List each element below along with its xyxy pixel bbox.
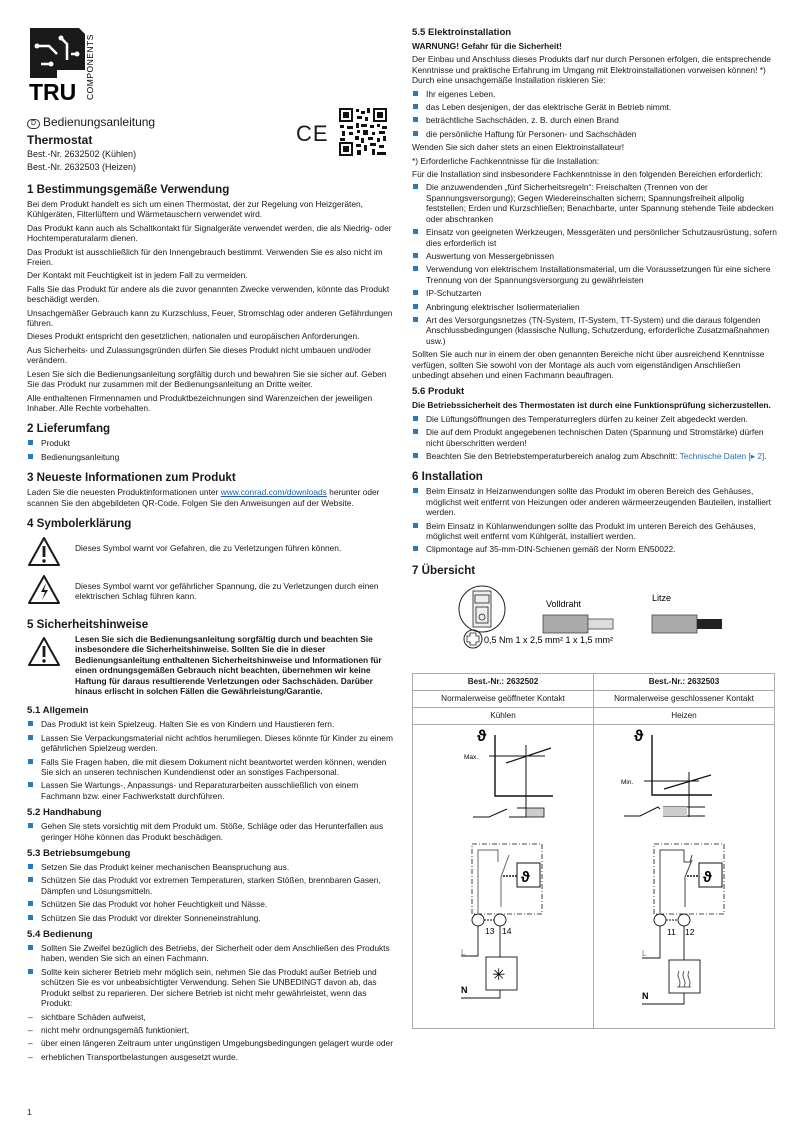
section-5-1-heading: 5.1 Allgemein xyxy=(27,705,89,717)
doc-type-label: Bedienungsanleitung xyxy=(43,115,156,129)
paragraph: Das Produkt kann auch als Schaltkontakt für Signalgeräte verwendet werden, die als Niedrig- oder Hochtemperaturalarm dienen. xyxy=(27,222,392,244)
risk-list xyxy=(412,89,778,140)
list-item: Verwendung von elektrischem Installationsmaterial, um die Voraussetzungen für eine sichere Trennung von der Spannungsversorgung zu gewährleisten xyxy=(412,264,778,285)
list-item: Die anzuwendenden „fünf Sicherheitsregeln“: Freischalten (Trennen von der Spannungsversorgung); Gegen Wiedereinschalten sichern; Spannungsfreiheit allpolig feststellen; Erden und Kurzschließen; Benachbarte, unter Spannung stehende Teile abdecken oder abschranken xyxy=(412,182,778,224)
paragraph: Der Einbau und Anschluss dieses Produkts darf nur durch Personen erfolgen, die entsprechende Kenntnisse und praktische Erfahrung im Umgang mit Elektroinstallationen vorweisen können! *) xyxy=(412,54,771,75)
paragraph: *) Erforderliche Fachkenntnisse für die Installation: xyxy=(412,155,600,166)
downloads-link[interactable]: www.conrad.com/downloads xyxy=(220,487,327,498)
list-item: Art des Versorgungsnetzes (TN-System, IT-System, TT-System) und die daraus folgenden Anschlussbedingungen (klassische Nullung, Schutzerdung, erforderliche Zusatzmaßnahmen usw.) xyxy=(412,315,778,346)
sensor-symbol: ϑ xyxy=(521,868,530,886)
neutral-label: N xyxy=(642,990,649,1001)
warning-symbol-text: Dieses Symbol warnt vor Gefahren, die zu Verletzungen führen können. xyxy=(75,542,342,553)
operation-list xyxy=(27,943,395,1062)
terminal-screw-icon xyxy=(459,586,505,632)
list-item: Lassen Sie Wartungs-, Anpassungs- und Reparaturarbeiten ausschließlich von einem Fachmann bzw. einer Fachwerkstatt durchführen. xyxy=(27,780,395,801)
safety-intro xyxy=(27,634,395,699)
high-voltage-icon xyxy=(27,574,61,606)
list-item: Falls Sie Fragen haben, die mit diesem Dokument nicht beantwortet werden können, wenden Sie sich an unseren technischen Kundendienst oder an sonstiges Fachpersonal. xyxy=(27,757,395,778)
skills-list xyxy=(412,182,778,346)
order-number-cooling: Best.-Nr. 2632502 (Kühlen) xyxy=(27,149,137,159)
dash-item: – sichtbare Schäden aufweist, xyxy=(27,1012,395,1022)
paragraph xyxy=(27,487,395,508)
stranded-wire-icon xyxy=(652,615,722,633)
text: Laden Sie die neuesten Produktinformationen unter xyxy=(27,487,221,498)
paragraph: Aus Sicherheits- und Zulassungsgründen dürfen Sie dieses Produkt nicht umbauen und/oder verändern. xyxy=(27,344,372,366)
left-column xyxy=(27,26,395,1065)
dash-item: – über einen längeren Zeitraum unter ungünstigen Umgebungsbedingungen gelagert wurde oder xyxy=(27,1038,395,1048)
handling-list xyxy=(27,821,395,842)
list-item: Das Produkt ist kein Spielzeug. Halten Sie es von Kindern und Haustieren fern. xyxy=(27,719,395,729)
symbol-row xyxy=(27,536,395,568)
list-item: Auswertung von Messergebnissen xyxy=(412,251,778,261)
terminal-label: 11 xyxy=(667,926,676,937)
section-1-heading: 1 Bestimmungsgemäße Verwendung xyxy=(27,183,230,196)
min-label: Min. xyxy=(621,778,634,786)
paragraph: Das Produkt ist ausschließlich für den Innengebrauch bestimmt. Verwenden Sie es also nicht im Freien. xyxy=(27,246,383,268)
list-item: Anbringung elektrischer Isoliermaterialien xyxy=(412,302,778,312)
temperature-symbol: ϑ xyxy=(477,727,487,745)
list-item: Clipmontage auf 35-mm-DIN-Schienen gemäß der Norm EN50022. xyxy=(412,544,778,554)
cooling-diagram-cell xyxy=(413,724,594,1028)
voltage-symbol-text: Dieses Symbol warnt vor gefährlicher Spannung, die zu Verletzungen durch einen elektrischen Schlag führen kann. xyxy=(75,580,379,602)
list-item: Bedienungsanleitung xyxy=(27,452,395,462)
paragraph: Durch eine unsachgemäße Installation riskieren Sie: xyxy=(412,75,606,86)
list-item: Beim Einsatz in Heizanwendungen sollte das Produkt im oberen Bereich des Gehäuses, möglichst weit entfernt von Heizungen oder anderen wärmeerzeugenden Bauteilen, installiert werden. xyxy=(412,486,778,517)
paragraph: Der Kontakt mit Feuchtigkeit ist in jedem Fall zu vermeiden. xyxy=(27,270,248,281)
dash-item: – nicht mehr ordnungsgemäß funktioniert, xyxy=(27,1025,395,1035)
section-5-6-heading: 5.6 Produkt xyxy=(412,386,465,398)
product-list xyxy=(412,414,778,462)
qr-code-icon xyxy=(339,108,387,156)
tru-components-logo xyxy=(27,26,107,102)
dash-item: – erheblichen Transportbelastungen ausgesetzt wurde. xyxy=(27,1052,395,1062)
model-comparison-table xyxy=(412,673,775,1029)
text: Beachten Sie den Betriebstemperaturbereich analog zum Abschnitt: xyxy=(426,451,680,461)
list-item: Die auf dem Produkt angegebenen technischen Daten (Spannung und Stromstärke) dürfen nicht überschritten werden! xyxy=(412,427,778,448)
paragraph: Falls Sie das Produkt für andere als die zuvor genannten Zwecke verwenden, könnte das Produkt beschädigt werden. xyxy=(27,283,390,305)
symbol-row xyxy=(27,574,395,606)
environment-list xyxy=(27,862,395,923)
section-3-heading: 3 Neueste Informationen zum Produkt xyxy=(27,471,236,485)
contact-type-cell: Normalerweise geschlossener Kontakt xyxy=(594,690,775,707)
list-item: Sollten Sie Zweifel bezüglich des Betriebs, der Sicherheit oder dem Anschließen des Produkts haben, wenden Sie sich an einen Fachmann. xyxy=(27,943,395,964)
list-item: das Leben desjenigen, der das elektrische Gerät in Betrieb nimmt. xyxy=(412,102,778,112)
list-item: Schützen Sie das Produkt vor extremen Temperaturen, starken Stößen, brennbaren Gasen, Dämpfen und Lösungsmitteln. xyxy=(27,875,395,896)
terminal-label: 14 xyxy=(502,925,512,936)
solid-wire-label: Volldraht xyxy=(546,598,582,609)
list-item: IP-Schutzarten xyxy=(412,288,778,298)
installation-list xyxy=(412,486,778,554)
product-lead: Die Betriebssicherheit des Thermostaten ist durch eine Funktionsprüfung sicherzustellen. xyxy=(412,400,771,411)
language-badge: D xyxy=(27,119,40,129)
wiring-overview xyxy=(412,583,778,675)
contact-type-cell: Normalerweise geöffneter Kontakt xyxy=(413,690,594,707)
section-7-heading: 7 Übersicht xyxy=(412,563,476,577)
list-item: die persönliche Haftung für Personen- und Sachschäden xyxy=(412,129,778,139)
text: herunter oder scannen Sie den abgebildeten QR-Code. Folgen Sie den Anweisungen auf der Website. xyxy=(27,487,380,508)
section-5-5-heading: 5.5 Elektroinstallation xyxy=(412,27,512,38)
list-item: Sollte kein sicherer Betrieb mehr möglich sein, nehmen Sie das Produkt außer Betrieb und schützen Sie es vor unbeabsichtigter Verwendung. Sehen Sie UNBEDINGT davon ab, das Produkt selbst zu reparieren. Der sichere Betrieb ist nicht mehr gewährleistet, wenn das Produkt: xyxy=(27,967,395,1009)
warning-triangle-icon xyxy=(27,636,61,668)
general-list xyxy=(27,719,395,801)
section-5-3-heading: 5.3 Betriebsumgebung xyxy=(27,848,131,860)
paragraph: Dieses Produkt entspricht den gesetzlichen, nationalen und europäischen Anforderungen. xyxy=(27,331,360,342)
electrical-warning: WARNUNG! Gefahr für die Sicherheit! xyxy=(412,41,562,51)
page-number: 1 xyxy=(27,1107,32,1117)
terminal-label: 13 xyxy=(485,925,495,936)
list-item: Beim Einsatz in Kühlanwendungen sollte das Produkt im unteren Bereich des Gehäuses, möglichst weit entfernt vom Kühlgerät, installiert werden. xyxy=(412,521,778,542)
section-2-heading: 2 Lieferumfang xyxy=(27,422,111,436)
svg-text:TRU: TRU xyxy=(29,79,77,102)
order-number-cell: Best.-Nr.: 2632502 xyxy=(413,673,594,690)
paragraph: Lesen Sie sich die Bedienungsanleitung sorgfältig durch und bewahren Sie sie sicher auf. Geben Sie das Produkt nur zusammen mit der Bedienungsanleitung an Dritte weiter. xyxy=(27,368,387,390)
list-item: Lassen Sie Verpackungsmaterial nicht achtlos herumliegen. Dieses könnte für Kinder zu einem gefährlichen Spielzeug werden. xyxy=(27,733,395,754)
ce-mark: CE xyxy=(296,121,329,146)
product-title: Thermostat xyxy=(27,133,93,147)
list-item: Produkt xyxy=(27,438,395,448)
neutral-label: N xyxy=(461,984,468,995)
safety-intro-text: Lesen Sie sich die Bedienungsanleitung sorgfältig durch und beachten Sie insbesondere die Sicherheitshinweise. Sollten Sie die in dieser Bedienungsanleitung enthaltenen Sicherheitshinweise und Informationen für einen ordnungsgemäßen Gebrauch nicht beachten, übernehmen wir keine Haftung für daraus resultierende Verletzungen oder Sachschäden. Darüber hinaus erlischt in solchen Fällen die Gewährleistung/Garantie. xyxy=(75,633,382,696)
solid-wire-icon xyxy=(543,615,613,633)
list-item: Schützen Sie das Produkt vor hoher Feuchtigkeit und Nässe. xyxy=(27,899,395,909)
cooling-diagram xyxy=(413,725,593,1025)
list-item: beträchtliche Sachschäden, z. B. durch einen Brand xyxy=(412,115,778,125)
section-5-2-heading: 5.2 Handhabung xyxy=(27,807,102,819)
stranded-wire-label: Litze xyxy=(652,592,672,603)
paragraph: Wenden Sie sich daher stets an einen Elektroinstallateur! xyxy=(412,142,625,153)
paragraph: Für die Installation sind insbesondere Fachkenntnisse in den folgenden Bereichen erforderlich: xyxy=(412,169,763,180)
torque-spec: 0,5 Nm 1 x 2,5 mm² 1 x 1,5 mm² xyxy=(484,634,614,645)
line-label: L xyxy=(642,948,647,958)
technical-data-link[interactable]: Technische Daten [▸ 2] xyxy=(679,451,765,461)
list-item: Einsatz von geeigneten Werkzeugen, Messgeräten und persönlicher Schutzausrüstung, sofern dies erforderlich ist xyxy=(412,227,778,248)
list-item xyxy=(412,451,778,461)
sensor-symbol: ϑ xyxy=(703,868,712,886)
line-label: L xyxy=(461,947,466,957)
list-item: Setzen Sie das Produkt keiner mechanischen Beanspruchung aus. xyxy=(27,862,395,872)
heating-diagram-cell xyxy=(594,724,775,1028)
paragraph: Bei dem Produkt handelt es sich um einen Thermostat, der zur Regelung von Heizgeräten, Kühlgeräten, Filterlüftern und Wärmetauschern verwendet wird. xyxy=(27,199,363,220)
max-label: Max. xyxy=(464,753,479,761)
paragraph: Alle enthaltenen Firmennamen und Produktbezeichnungen sind Warenzeichen der jeweiligen Inhaber. Alle Rechte vorbehalten. xyxy=(27,392,373,413)
section-5-heading: 5 Sicherheitshinweise xyxy=(27,617,149,631)
paragraph: Unsachgemäßer Gebrauch kann zu Kurzschluss, Feuer, Stromschlag oder anderen Gefährdungen führen. xyxy=(27,307,393,329)
heating-diagram xyxy=(594,725,774,1025)
section-5-4-heading: 5.4 Bedienung xyxy=(27,929,93,941)
terminal-label: 12 xyxy=(685,926,695,937)
order-number-cell: Best.-Nr.: 2632503 xyxy=(594,673,775,690)
text: . xyxy=(764,451,767,461)
temperature-symbol: ϑ xyxy=(634,727,644,745)
cooling-device-icon: ✳ xyxy=(492,966,506,984)
mode-cell: Kühlen xyxy=(413,707,594,724)
section-6-heading: 6 Installation xyxy=(412,470,483,484)
section-4-heading: 4 Symbolerklärung xyxy=(27,516,132,530)
list-item: Schützen Sie das Produkt vor direkter Sonneneinstrahlung. xyxy=(27,913,395,923)
right-column xyxy=(412,27,778,1029)
list-item: Ihr eigenes Leben. xyxy=(412,89,778,99)
mode-cell: Heizen xyxy=(594,707,775,724)
warning-triangle-icon xyxy=(27,536,61,568)
list-item: Die Lüftungsöffnungen des Temperaturreglers dürfen zu keiner Zeit abgedeckt werden. xyxy=(412,414,778,424)
order-number-heating: Best.-Nr. 2632503 (Heizen) xyxy=(27,162,137,172)
delivery-list xyxy=(27,438,395,462)
svg-text:COMPONENTS: COMPONENTS xyxy=(85,34,95,100)
list-item: Gehen Sie stets vorsichtig mit dem Produkt um. Stöße, Schläge oder das Herunterfallen aus geringer Höhe können das Produkt beschädigen. xyxy=(27,821,395,842)
paragraph: Sollten Sie auch nur in einem der oben genannten Bereiche nicht über ausreichend Kenntnisse verfügen, sollten Sie sowohl von der Montage als auch vom eigenständigen Anschließen unbedingt absehen und einen Fachmann beauftragen. xyxy=(412,349,765,380)
phillips-screwdriver-icon xyxy=(464,630,482,648)
